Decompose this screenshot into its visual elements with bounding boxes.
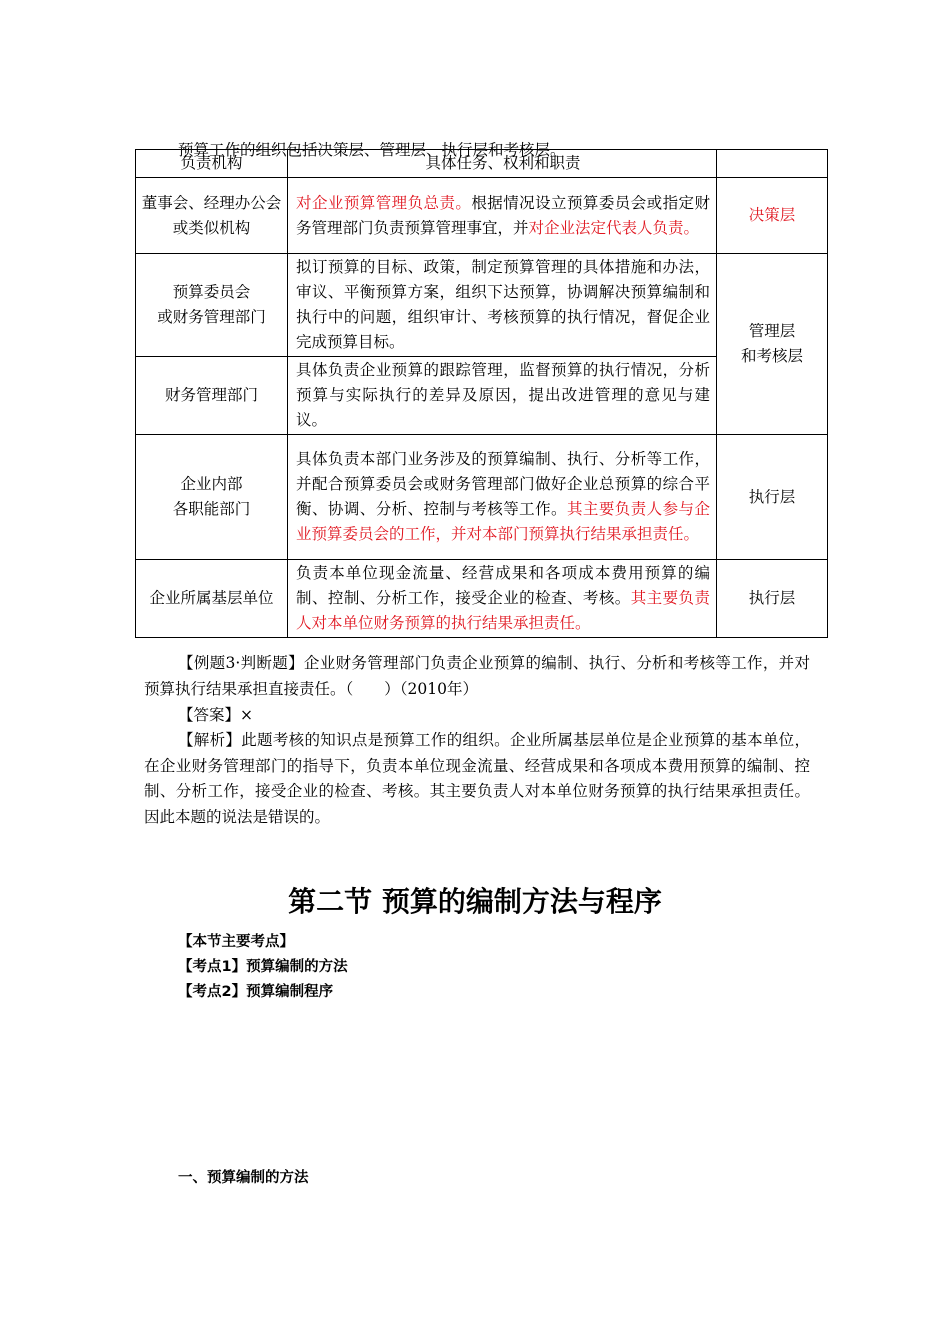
duty-highlight: 其主要负责人对本单位财务预算的执行结果承担责任。: [296, 589, 710, 632]
level-cell: 执行层: [717, 435, 828, 560]
duty-cell: 拟订预算的目标、政策，制定预算管理的具体措施和办法，审议、平衡预算方案，组织下达预算，协调解决预算编制和执行中的问题，组织审计、考核预算的执行情况，督促企业完成预算目标。: [288, 254, 717, 357]
duty-cell: 具体负责企业预算的跟踪管理，监督预算的执行情况，分析预算与实际执行的差异及原因，提出改进管理的意见与建议。: [288, 357, 717, 435]
example-question: 【例题3·判断题】企业财务管理部门负责企业预算的编制、执行、分析和考核等工作，并对预算执行结果承担直接责任。（ ）（2010年）: [144, 654, 810, 698]
duty-cell: [288, 178, 717, 254]
duty-cell: [288, 435, 717, 560]
budget-organization-table: [135, 149, 828, 638]
table-row: [136, 560, 828, 638]
header-org: 负责机构: [136, 150, 288, 178]
level-cell: 执行层: [717, 560, 828, 638]
level-cell: 决策层: [717, 178, 828, 254]
example-analysis: 【解析】此题考核的知识点是预算工作的组织。企业所属基层单位是企业预算的基本单位，在企业财务管理部门的指导下，负责本单位现金流量、经营成果和各项成本费用预算的编制、控制、分析工作，接受企业的检查、考核。其主要负责人对本单位财务预算的执行结果承担责任。因此本题的说法是错误的。: [144, 731, 810, 826]
org-cell: [136, 435, 288, 560]
intro-text: 预算工作的组织包括决策层、管理层、执行层和考核层。: [178, 140, 566, 159]
duty-text: 具体负责本部门业务涉及的预算编制、执行、分析等工作，并配合预算委员会或财务管理部门做好企业总预算的综合平衡、协调、分析、控制与考核等工作。: [296, 450, 710, 518]
section-title: 第二节 预算的编制方法与程序: [288, 885, 662, 918]
duty-highlight: 对企业法定代表人负责。: [528, 218, 700, 237]
level-cell: [717, 254, 828, 435]
org-line: 或财务管理部门: [157, 308, 266, 326]
example-answer: 【答案】×: [178, 706, 253, 724]
table-row: [136, 435, 828, 560]
header-duties: 具体任务、权利和职责: [288, 150, 717, 178]
duty-text: 负责本单位现金流量、经营成果和各项成本费用预算的编制、控制、分析工作，接受企业的检查、考核。: [296, 564, 710, 607]
org-cell: 财务管理部门: [136, 357, 288, 435]
org-cell: 董事会、经理办公会或类似机构: [136, 178, 288, 254]
org-line: 各职能部门: [172, 500, 251, 518]
key-point-1: 【考点1】预算编制的方法: [178, 959, 348, 975]
table-row: [136, 178, 828, 254]
org-line: 预算委员会: [172, 283, 251, 301]
header-level: [717, 150, 828, 178]
level-line: 管理层: [748, 322, 796, 340]
org-cell: 企业所属基层单位: [136, 560, 288, 638]
duty-cell: [288, 560, 717, 638]
table-header-row: [136, 150, 828, 178]
key-point-2: 【考点2】预算编制程序: [178, 984, 334, 1000]
level-line: 和考核层: [740, 347, 803, 365]
table-row: [136, 254, 828, 357]
key-points-header: 【本节主要考点】: [178, 934, 294, 950]
duty-text: 根据情况设立预算委员会或指定财务管理部门负责预算管理事宜，并: [296, 193, 710, 237]
duty-highlight: 其主要负责人参与企业预算委员会的工作，并对本部门预算执行结果承担责任。: [296, 500, 710, 543]
subsection-heading: 一、预算编制的方法: [178, 1170, 309, 1186]
org-line: 企业内部: [180, 475, 243, 493]
duty-highlight: 对企业预算管理负总责。: [296, 193, 472, 212]
org-cell: [136, 254, 288, 357]
